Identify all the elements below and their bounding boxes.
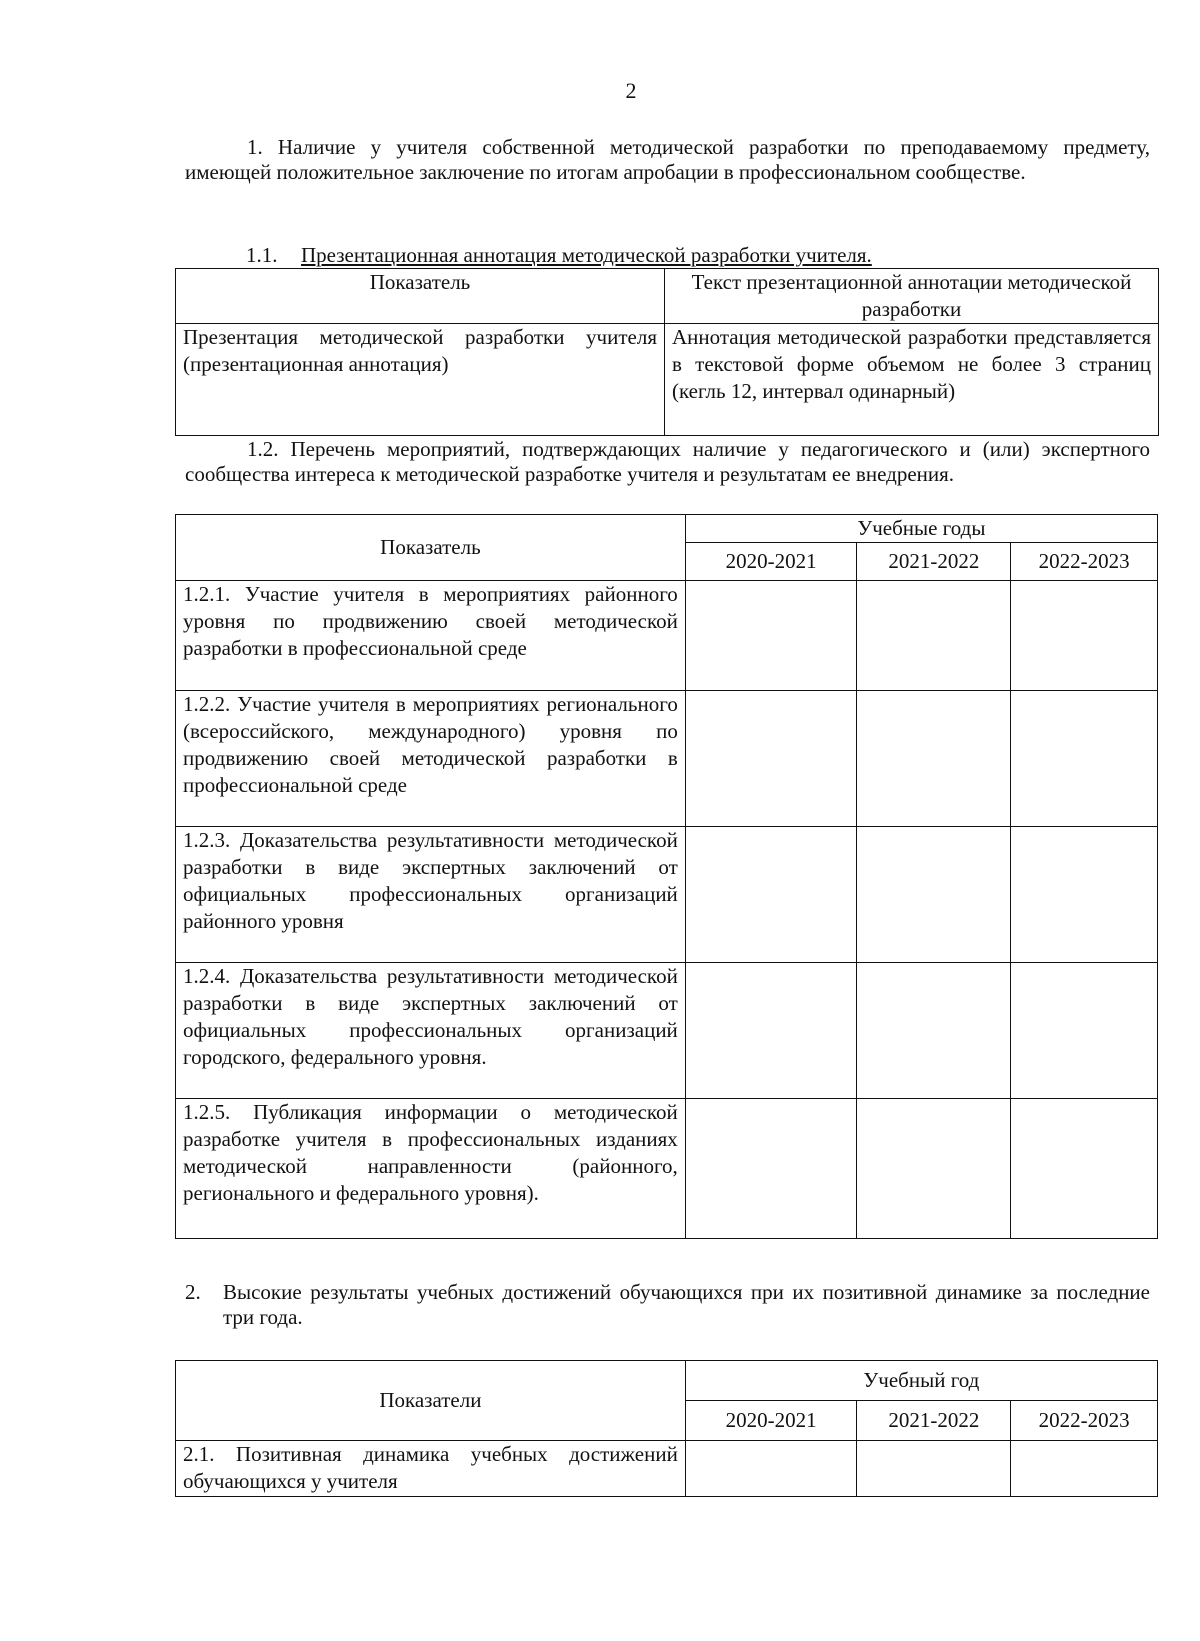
page-number: 2 xyxy=(625,78,637,103)
events-header-indicator: Показатель xyxy=(176,515,686,581)
events-cell xyxy=(1011,581,1158,691)
annotation-row-indicator: Презентация методической разработки учителя (презентационная аннотация) xyxy=(176,324,665,436)
achievements-year-col: 2021-2022 xyxy=(857,1401,1011,1441)
section-1-1-title: Презентационная аннотация методической разработки учителя. xyxy=(301,243,872,267)
section-2-paragraph xyxy=(185,1280,1150,1330)
achievements-header-year: Учебный год xyxy=(685,1361,1157,1401)
events-cell xyxy=(1011,691,1158,827)
achievements-row-indicator: 2.1. Позитивная динамика учебных достижений обучающихся у учителя xyxy=(176,1441,686,1497)
events-year-col: 2020-2021 xyxy=(685,543,857,581)
events-year-col: 2021-2022 xyxy=(857,543,1011,581)
events-year-col: 2022-2023 xyxy=(1011,543,1158,581)
events-cell xyxy=(1011,827,1158,963)
events-cell xyxy=(857,827,1011,963)
achievements-table xyxy=(175,1360,1158,1497)
events-cell xyxy=(685,827,857,963)
events-row-indicator: 1.2.1. Участие учителя в мероприятиях районного уровня по продвижению своей методической разработки в профессиональной среде xyxy=(176,581,686,691)
section-1-1-number: 1.1. xyxy=(246,243,278,267)
events-cell xyxy=(857,963,1011,1099)
events-cell xyxy=(857,581,1011,691)
annotation-row-text: Аннотация методической разработки представляется в текстовой форме объемом не более 3 страниц (кегль 12, интервал одинарный) xyxy=(665,324,1159,436)
events-cell xyxy=(685,581,857,691)
annotation-header-indicator: Показатель xyxy=(176,269,665,324)
events-row-indicator: 1.2.3. Доказательства результативности методической разработки в виде экспертных заключений от официальных профессиональных организаций районного уровня xyxy=(176,827,686,963)
annotation-table xyxy=(175,268,1159,436)
events-header-years: Учебные годы xyxy=(685,515,1157,543)
events-cell xyxy=(685,963,857,1099)
events-cell xyxy=(1011,963,1158,1099)
annotation-header-text: Текст презентационной аннотации методической разработки xyxy=(665,269,1159,324)
events-cell xyxy=(1011,1099,1158,1239)
events-row-indicator: 1.2.4. Доказательства результативности методической разработки в виде экспертных заключений от официальных профессиональных организаций городского, федерального уровня. xyxy=(176,963,686,1099)
events-row-indicator: 1.2.5. Публикация информации о методической разработке учителя в профессиональных изданиях методической направленности (районного, регионального и федерального уровня). xyxy=(176,1099,686,1239)
section-1-paragraph: 1. Наличие у учителя собственной методической разработки по преподаваемому предмету, имеющей положительное заключение по итогам апробации в профессиональном сообществе. xyxy=(185,135,1150,184)
achievements-cell xyxy=(685,1441,857,1497)
achievements-cell xyxy=(857,1441,1011,1497)
events-row-indicator: 1.2.2. Участие учителя в мероприятиях регионального (всероссийского, международного) уровня по продвижению своей методической разработки в профессиональной среде xyxy=(176,691,686,827)
achievements-year-col: 2022-2023 xyxy=(1011,1401,1158,1441)
section-1-1-heading xyxy=(246,243,872,268)
section-1-2-paragraph: 1.2. Перечень мероприятий, подтверждающих наличие у педагогического и (или) экспертного сообщества интереса к методической разработке учителя и результатам ее внедрения. xyxy=(185,437,1150,486)
events-cell xyxy=(857,1099,1011,1239)
section-2-number: 2. xyxy=(185,1280,201,1304)
achievements-header-indicator: Показатели xyxy=(176,1361,686,1441)
achievements-cell xyxy=(1011,1441,1158,1497)
achievements-year-col: 2020-2021 xyxy=(685,1401,857,1441)
events-cell xyxy=(685,691,857,827)
section-2-text: Высокие результаты учебных достижений обучающихся при их позитивной динамике за последние три года. xyxy=(223,1280,1150,1329)
events-table xyxy=(175,514,1158,1239)
events-cell xyxy=(857,691,1011,827)
events-cell xyxy=(685,1099,857,1239)
